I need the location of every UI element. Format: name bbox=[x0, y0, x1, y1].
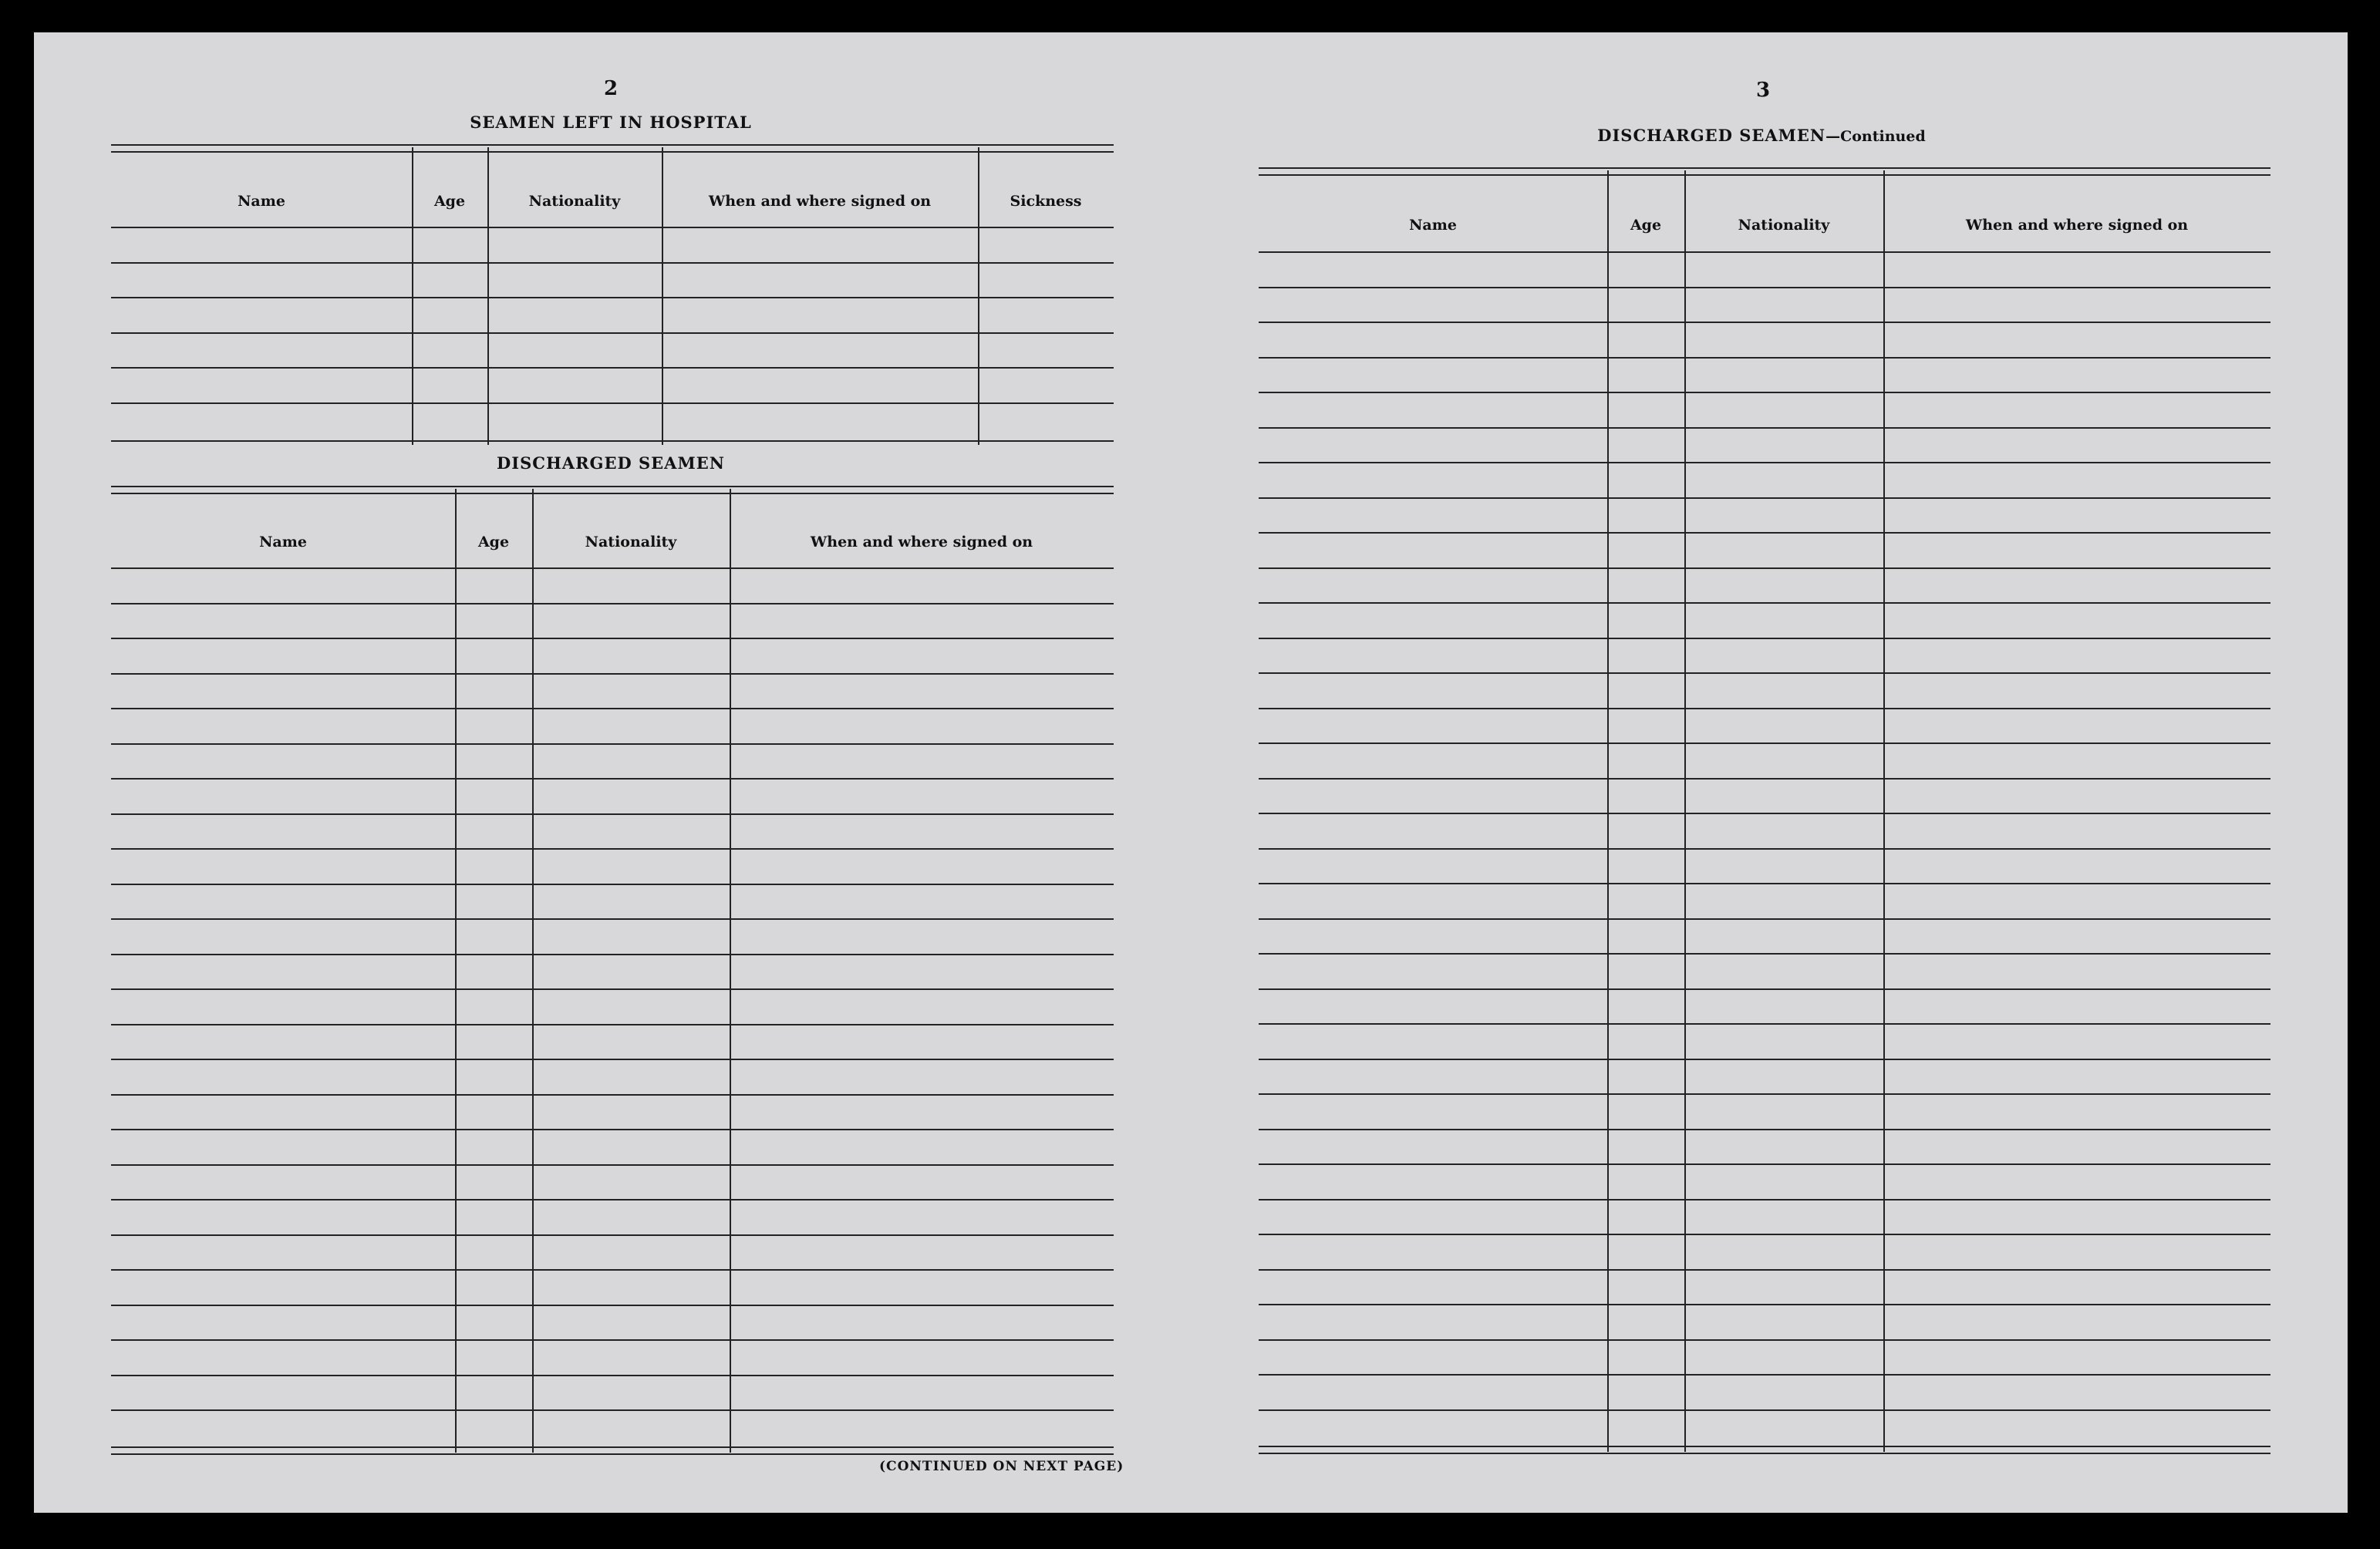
table-row bbox=[111, 603, 1114, 604]
table-bottom-rule bbox=[1259, 1446, 2270, 1454]
table-row bbox=[1259, 1093, 2270, 1095]
table-row bbox=[1259, 322, 2270, 323]
hospital-section-title: SEAMEN LEFT IN HOSPITAL bbox=[470, 113, 752, 132]
table-row bbox=[1259, 1304, 2270, 1305]
column-header-when-where: When and where signed on bbox=[708, 193, 932, 210]
table-row bbox=[111, 918, 1114, 920]
table-row bbox=[1259, 1234, 2270, 1235]
discharged-section-title-left: DISCHARGED SEAMEN bbox=[497, 453, 725, 473]
discharged-title-continued: —Continued bbox=[1825, 128, 1926, 145]
header-rule bbox=[111, 567, 1114, 569]
column-header-when-where: When and where signed on bbox=[810, 534, 1033, 551]
table-row bbox=[111, 954, 1114, 955]
table-row bbox=[111, 1164, 1114, 1166]
column-header-when-where: When and where signed on bbox=[1965, 217, 2189, 234]
header-rule bbox=[111, 227, 1114, 228]
table-row bbox=[1259, 602, 2270, 604]
page-number-left: 2 bbox=[603, 77, 619, 100]
table-row bbox=[111, 673, 1114, 675]
column-header-nationality: Nationality bbox=[528, 193, 621, 210]
table-row bbox=[111, 1024, 1114, 1025]
table-row bbox=[1259, 848, 2270, 850]
table-row bbox=[111, 778, 1114, 780]
column-header-sickness: Sickness bbox=[1010, 193, 1082, 210]
discharged-title-main: DISCHARGED SEAMEN bbox=[1597, 126, 1826, 145]
table-row bbox=[111, 402, 1114, 404]
column-divider bbox=[730, 489, 731, 1453]
table-row bbox=[1259, 743, 2270, 744]
column-header-name: Name bbox=[238, 193, 285, 210]
table-row bbox=[111, 1339, 1114, 1341]
column-header-nationality: Nationality bbox=[585, 534, 677, 551]
table-row bbox=[111, 1199, 1114, 1200]
column-divider bbox=[412, 147, 413, 445]
table-row bbox=[1259, 1374, 2270, 1376]
table-row bbox=[1259, 462, 2270, 463]
table-row bbox=[111, 332, 1114, 334]
table-row bbox=[111, 813, 1114, 815]
table-row bbox=[1259, 1339, 2270, 1341]
column-header-age: Age bbox=[433, 193, 466, 210]
column-divider bbox=[532, 489, 534, 1453]
table-row bbox=[1259, 813, 2270, 814]
table-row bbox=[111, 708, 1114, 709]
column-header-name: Name bbox=[1409, 217, 1457, 234]
table-row bbox=[1259, 672, 2270, 674]
discharged-table-left bbox=[111, 486, 1114, 1480]
table-top-rule bbox=[111, 144, 1114, 153]
table-row bbox=[1259, 953, 2270, 955]
column-divider bbox=[487, 147, 489, 445]
continued-note: (CONTINUED ON NEXT PAGE) bbox=[879, 1459, 1124, 1474]
table-row bbox=[1259, 1269, 2270, 1271]
column-header-nationality: Nationality bbox=[1738, 217, 1830, 234]
table-row bbox=[111, 1234, 1114, 1236]
table-row bbox=[111, 262, 1114, 264]
column-divider bbox=[978, 147, 979, 445]
hospital-table bbox=[111, 144, 1114, 476]
table-row bbox=[1259, 497, 2270, 499]
table-row bbox=[1259, 1023, 2270, 1025]
table-row bbox=[1259, 638, 2270, 639]
table-row bbox=[111, 638, 1114, 639]
table-row bbox=[111, 1094, 1114, 1096]
column-divider bbox=[662, 147, 663, 445]
table-row bbox=[1259, 427, 2270, 429]
table-row bbox=[111, 367, 1114, 369]
table-row bbox=[1259, 532, 2270, 534]
table-row bbox=[1259, 392, 2270, 393]
table-row bbox=[111, 1305, 1114, 1306]
form-sheet bbox=[34, 32, 2348, 1513]
table-row bbox=[111, 1269, 1114, 1271]
table-row bbox=[1259, 1129, 2270, 1130]
column-header-name: Name bbox=[259, 534, 307, 551]
discharged-section-title-right bbox=[1492, 126, 2031, 145]
column-divider bbox=[1684, 170, 1686, 1452]
table-row bbox=[111, 297, 1114, 298]
page-number-right: 3 bbox=[1755, 79, 1771, 102]
table-row bbox=[111, 1409, 1114, 1411]
column-divider bbox=[1883, 170, 1885, 1452]
table-row bbox=[1259, 287, 2270, 288]
table-row bbox=[1259, 1199, 2270, 1200]
table-row bbox=[1259, 357, 2270, 359]
table-row bbox=[111, 1129, 1114, 1130]
table-top-rule bbox=[1259, 167, 2270, 176]
table-row bbox=[1259, 778, 2270, 780]
table-bottom-rule bbox=[111, 1446, 1114, 1455]
table-row bbox=[1259, 1409, 2270, 1411]
table-row bbox=[111, 743, 1114, 745]
table-row bbox=[1259, 918, 2270, 920]
table-row bbox=[111, 988, 1114, 990]
table-row bbox=[1259, 1163, 2270, 1165]
table-row bbox=[1259, 988, 2270, 990]
column-divider bbox=[1607, 170, 1609, 1452]
header-rule bbox=[1259, 251, 2270, 253]
table-row bbox=[1259, 567, 2270, 569]
table-row bbox=[111, 848, 1114, 850]
table-row bbox=[111, 884, 1114, 885]
discharged-table-right bbox=[1259, 167, 2270, 1497]
table-row bbox=[1259, 883, 2270, 884]
column-header-age: Age bbox=[1630, 217, 1662, 234]
table-row bbox=[1259, 1059, 2270, 1060]
table-bottom-rule bbox=[111, 440, 1114, 442]
table-row bbox=[111, 1375, 1114, 1376]
column-header-age: Age bbox=[477, 534, 510, 551]
table-row bbox=[1259, 708, 2270, 709]
table-row bbox=[111, 1059, 1114, 1060]
table-top-rule bbox=[111, 486, 1114, 494]
column-divider bbox=[455, 489, 457, 1453]
